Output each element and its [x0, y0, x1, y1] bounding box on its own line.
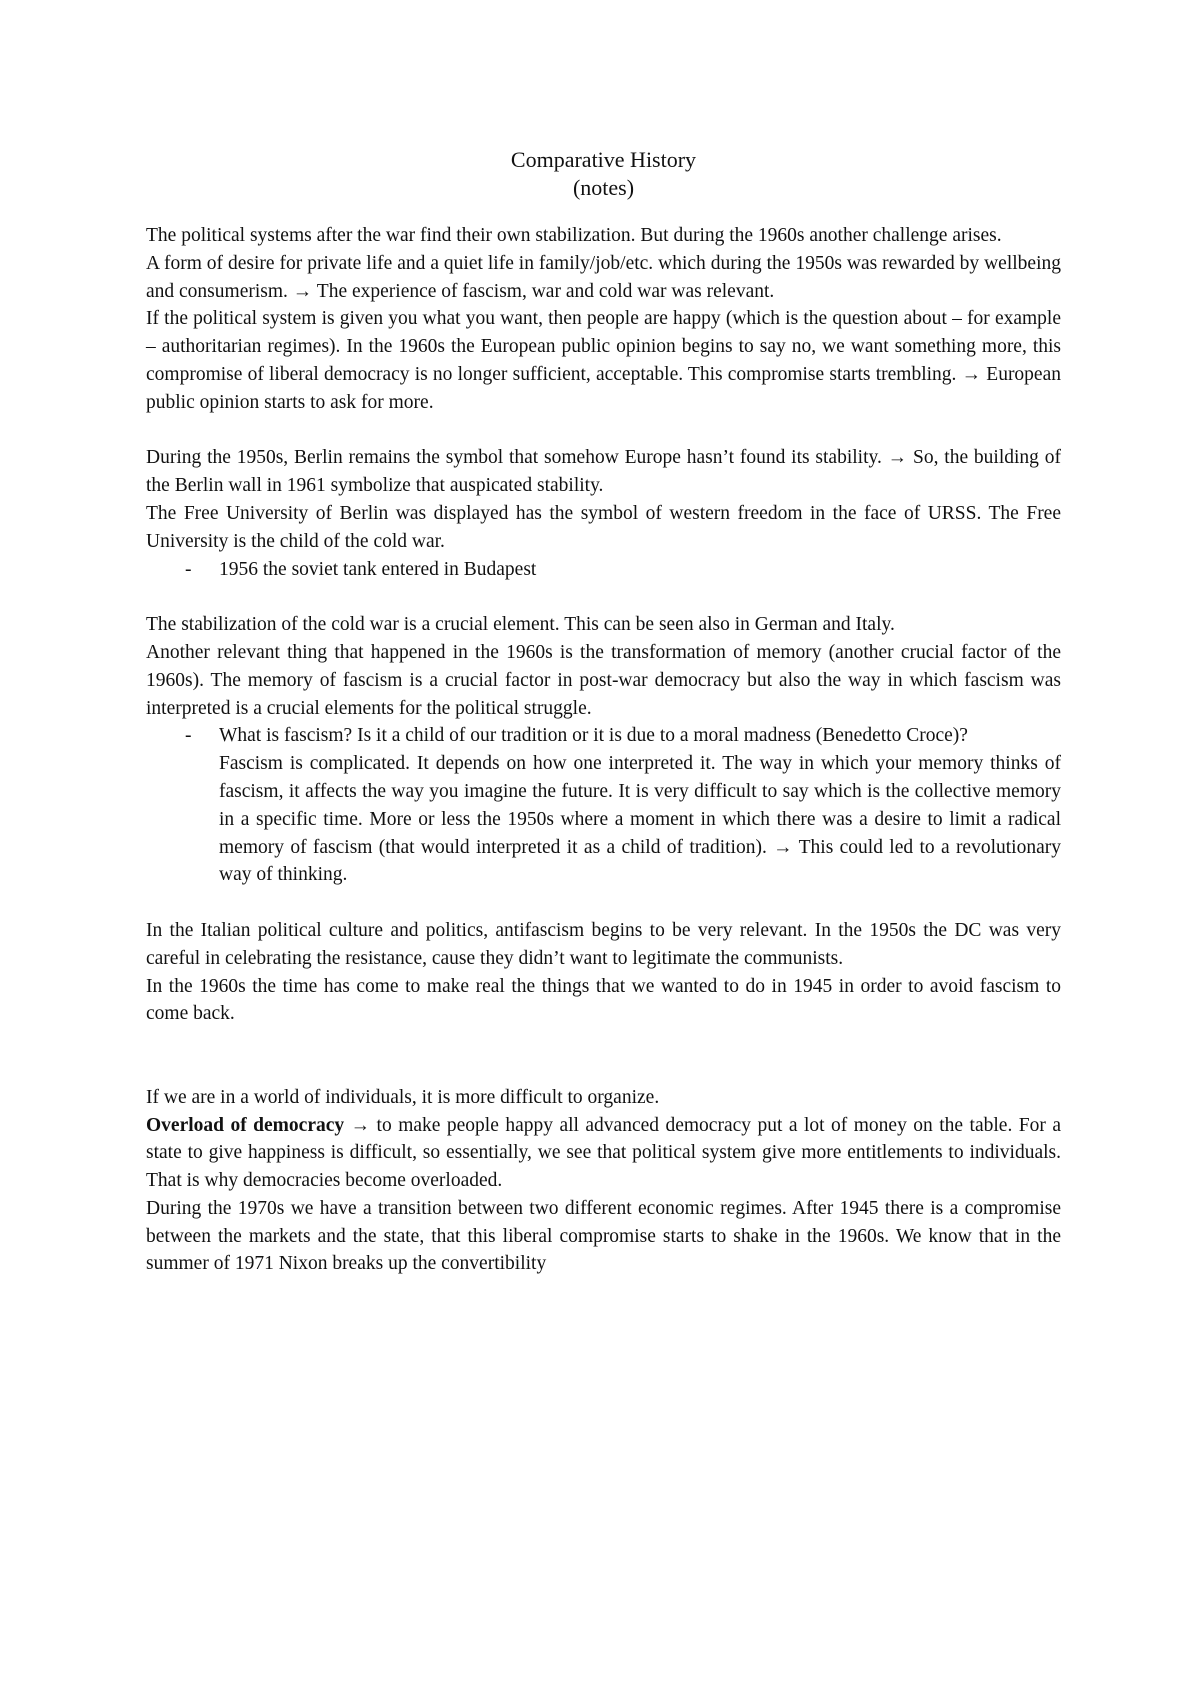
paragraph-3: If the political system is given you what you want, then people are happy (which is the question about – for example – authoritarian regimes). In the 1960s the European public opinion begins to say no, we want something more, this compromise of liberal democracy is no longer sufficient, acceptable. This compromise starts trembling. → European public opinion starts to ask for more.: [146, 308, 1061, 413]
paragraph-11-text: → to make people happy all advanced democracy put a lot of money on the table. For a state to give happiness is difficult, so essentially, we see that political system give more entitlements to individuals. That is why democracies become overloaded.: [146, 1114, 1061, 1192]
list-item: - 1956 the soviet tank entered in Budapest: [219, 556, 1061, 584]
paragraph-5: The Free University of Berlin was displayed has the symbol of western freedom in the face of URSS. The Free University is the child of the cold war.: [146, 502, 1061, 552]
paragraph-12: During the 1970s we have a transition between two different economic regimes. After 1945 there is a compromise between the markets and the state, that this liberal compromise starts to shake in the 1960s. We know that in the summer of 1971 Nixon breaks up the convertibility: [146, 1197, 1061, 1275]
title-line-1: Comparative History: [510, 147, 697, 172]
spacer: [146, 889, 1061, 917]
paragraph-2: A form of desire for private life and a quiet life in family/job/etc. which during the 1950s was rewarded by wellbeing and consumerism. → The experience of fascism, war and cold war was relevant.: [146, 252, 1061, 302]
bullet-list-2: [146, 722, 1061, 750]
paragraph-8: In the Italian political culture and politics, antifascism begins to be very relevant. In the 1950s the DC was very careful in celebrating the resistance, cause they didn’t want to legitimate the communists.: [146, 919, 1061, 969]
title-line-2: (notes): [572, 175, 635, 200]
paragraph-11: [146, 1112, 1061, 1195]
paragraph-1: The political systems after the war find their own stabilization. But during the 1960s another challenge arises.: [146, 225, 1002, 246]
bullet-continuation: Fascism is complicated. It depends on how one interpreted it. The way in which your memory thinks of fascism, it affects the way you imagine the future. It is very difficult to say which is the collective memory in a specific time. More or less the 1950s where a moment in which there was a desire to limit a radical memory of fascism (that would interpreted it as a child of tradition). → This could led to a revolutionary way of thinking.: [219, 753, 1061, 886]
spacer: [146, 417, 1061, 445]
document-title: [146, 146, 1061, 202]
paragraph-6: The stabilization of the cold war is a crucial element. This can be seen also in German and Italy.: [146, 614, 895, 636]
paragraph-4: During the 1950s, Berlin remains the symbol that somehow Europe hasn’t found its stability. → So, the building of the Berlin wall in 1961 symbolize that auspicated stability.: [146, 447, 1061, 497]
bullet-list-1: [146, 556, 1061, 584]
list-item: - What is fascism? Is it a child of our tradition or it is due to a moral madness (Benedetto Croce)?: [219, 722, 1061, 750]
paragraph-9: In the 1960s the time has come to make real the things that we wanted to do in 1945 in order to avoid fascism to come back.: [146, 975, 1061, 1025]
overload-heading: Overload of democracy: [146, 1114, 345, 1136]
paragraph-7: Another relevant thing that happened in the 1960s is the transformation of memory (another crucial factor of the 1960s). The memory of fascism is a crucial factor in post-war democracy but also the way in which fascism was interpreted is a crucial elements for the political struggle.: [146, 641, 1061, 719]
paragraph-10: If we are in a world of individuals, it is more difficult to organize.: [146, 1086, 660, 1108]
spacer: [146, 1028, 1061, 1084]
spacer: [146, 583, 1061, 611]
